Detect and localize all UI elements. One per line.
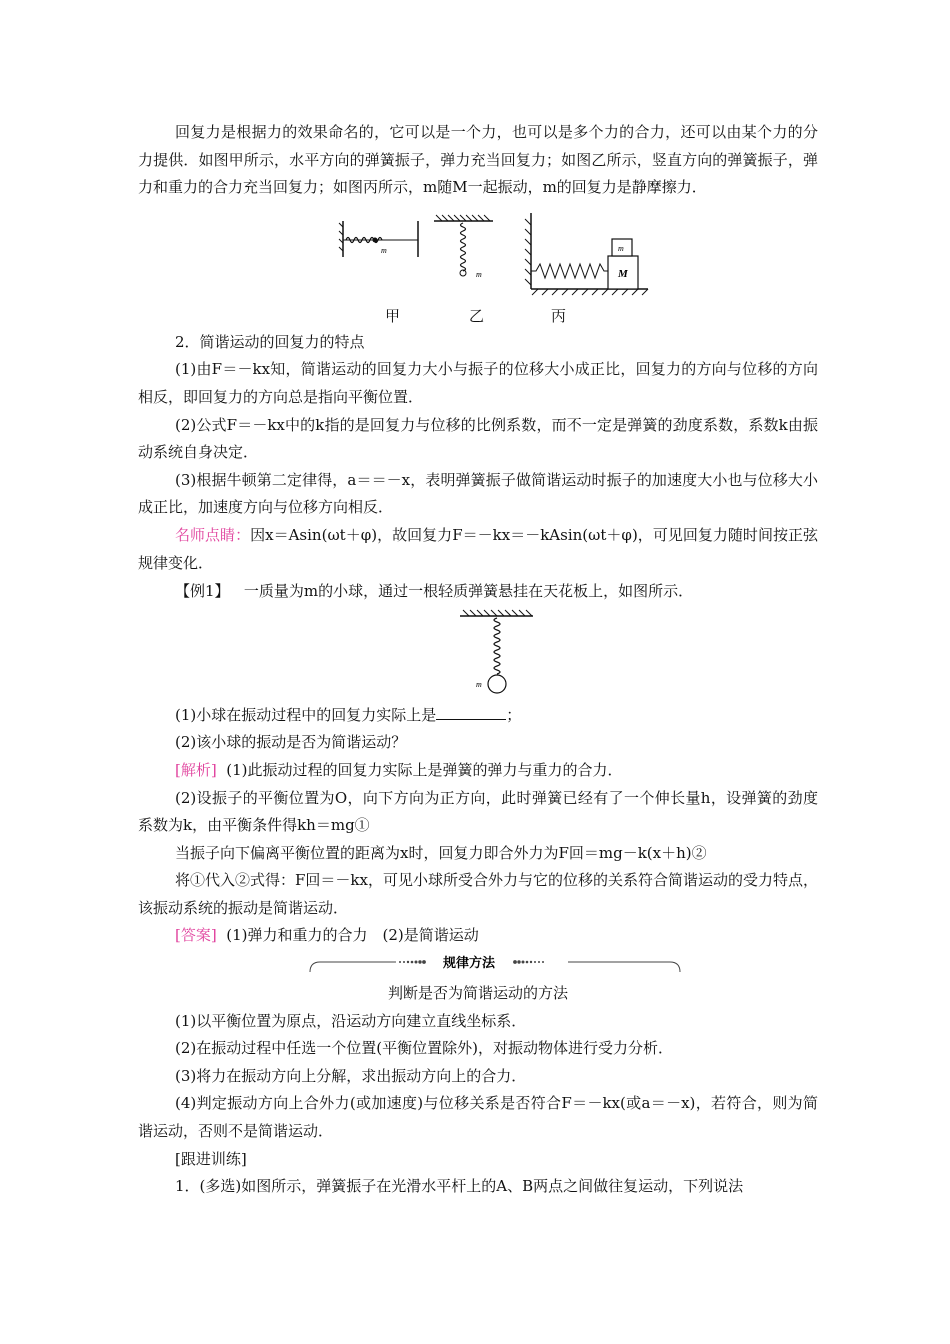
section-2-title: 2．简谐运动的回复力的特点 (175, 332, 365, 351)
exercise-1: 1．(多选)如图所示，弹簧振子在光滑水平杆上的A、B两点之间做往复运动，下列说法 (175, 1177, 744, 1196)
example-1-text: 一质量为m的小球，通过一根轻质弹簧悬挂在天花板上，如图所示． (243, 582, 694, 601)
method-3: (3)将力在振动方向上分解，求出振动方向上的合力． (175, 1066, 527, 1085)
figure-spring-oscillators (138, 211, 818, 303)
method-title: 判断是否为简谐运动的方法 (387, 984, 568, 1003)
analysis-2: (2)设振子的平衡位置为O，向下方向为正方向，此时弹簧已经有了一个伸长量h，设弹簧的劲度系数为k，由平衡条件得kh＝mg① (138, 788, 818, 835)
teacher-tip (138, 522, 818, 577)
method-2: (2)在振动过程中任选一个位置(平衡位置除外)，对振动物体进行受力分析． (175, 1039, 673, 1058)
figure-jia-mass-label: m (381, 245, 387, 255)
figure-spring-oscillators-svg (138, 211, 818, 303)
question-2: (2)该小球的振动是否为简谐运动？ (175, 733, 407, 752)
question-1 (138, 702, 818, 730)
teacher-tip-label: 名师点睛： (175, 525, 251, 544)
method-banner-text: 规律方法 (442, 956, 496, 972)
answer-label: [答案] (175, 926, 217, 945)
answer-text: (1)弹力和重力的合力 (2)是简谐运动 (226, 926, 479, 945)
figure-bing-small-mass-label: m (618, 243, 624, 253)
analysis-4: 将①代入②式得：F回＝－kx，可见小球所受合外力与它的位移的关系符合简谐运动的受力特点，该振动系统的振动是简谐运动． (138, 871, 818, 917)
method-4: (4)判定振动方向上合外力(或加速度)与位移关系是否符合F＝－kx(或a＝－x)，若符合，则为简谐运动，否则不是简谐运动． (138, 1094, 818, 1141)
example-1 (138, 578, 818, 606)
teacher-tip-text: 因x＝Asin(ωt＋φ)，故回复力F＝－kx＝－kAsin(ωt＋φ)，可见回复力随时间按正弦规律变化． (138, 525, 818, 572)
analysis-3: 当振子向下偏离平衡位置的距离为x时，回复力即合外力为F回＝mg－k(x＋h)② (175, 843, 707, 862)
example-1-mass-label: m (476, 679, 482, 689)
answer-blank (436, 705, 506, 720)
follow-up-label: [跟进训练] (175, 1149, 247, 1168)
figure-bing-big-mass-label: M (618, 267, 628, 280)
question-1-end: ； (506, 705, 522, 724)
example-1-figure-svg (138, 606, 818, 702)
question-1-text: (1)小球在振动过程中的回复力实际上是 (175, 705, 437, 724)
point-1: (1)由F＝－kx知，简谐运动的回复力大小与振子的位移大小成正比，回复力的方向与位移的方向相反，即回复力的方向总是指向平衡位置． (138, 360, 818, 406)
figure-jia (339, 221, 418, 257)
figure-labels (138, 303, 818, 329)
method-1: (1)以平衡位置为原点，沿运动方向建立直线坐标系． (175, 1011, 527, 1030)
figure-yi-mass-label: m (476, 269, 482, 279)
example-1-figure (138, 606, 818, 702)
figure-label-yi: 乙 (469, 306, 485, 325)
figure-bing (525, 213, 648, 295)
figure-yi (434, 215, 493, 279)
method-banner-svg (138, 952, 818, 980)
analysis-1 (138, 757, 818, 785)
figure-label-bing: 丙 (551, 306, 567, 325)
analysis-label: [解析] (175, 760, 217, 779)
method-banner (138, 952, 818, 980)
example-1-label: 【例1】 (175, 582, 230, 601)
answer (138, 922, 818, 950)
point-2: (2)公式F＝－kx中的k指的是回复力与位移的比例系数，而不一定是弹簧的劲度系数，系数k由振动系统自身决定． (138, 415, 818, 462)
intro-paragraph: 回复力是根据力的效果命名的，它可以是一个力，也可以是多个力的合力，还可以由某个力的分力提供．如图甲所示，水平方向的弹簧振子，弹力充当回复力；如图乙所示，竖直方向的弹簧振子，弹力和重力的合力充当回复力；如图丙所示，m随M一起振动，m的回复力是静摩擦力． (138, 123, 818, 197)
analysis-1-text: (1)此振动过程的回复力实际上是弹簧的弹力与重力的合力． (226, 760, 623, 779)
figure-label-jia: 甲 (385, 306, 401, 325)
point-3: (3)根据牛顿第二定律得，a＝＝－x，表明弹簧振子做简谐运动时振子的加速度大小也与位移大小成正比，加速度方向与位移方向相反． (138, 470, 818, 517)
document-page (138, 0, 818, 1201)
